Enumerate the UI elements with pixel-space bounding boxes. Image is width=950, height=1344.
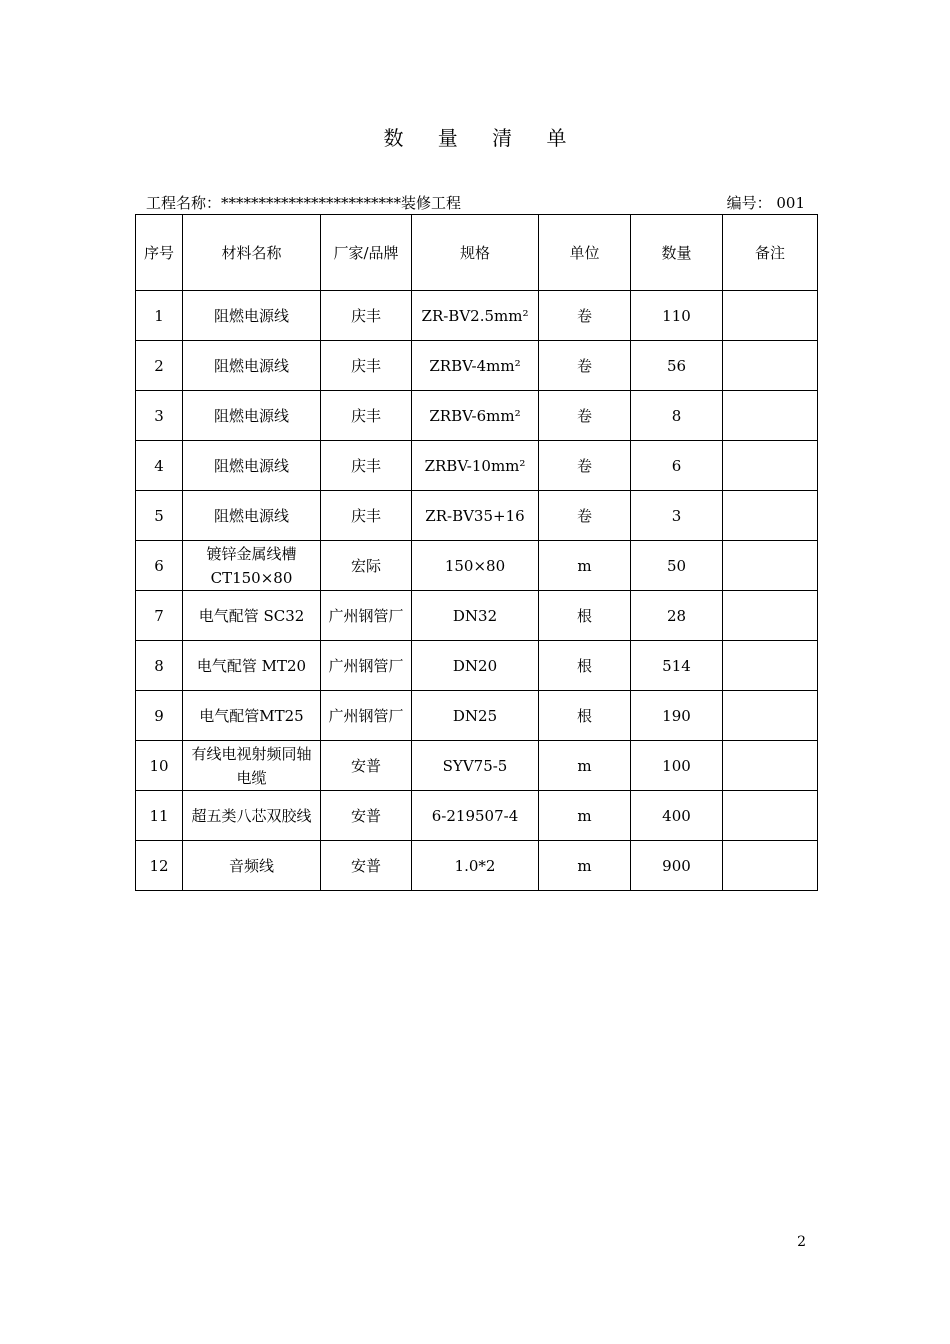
table-row bbox=[136, 291, 818, 341]
header-seq: 序号 bbox=[136, 215, 183, 291]
cell-brand: 广州钢管厂 bbox=[321, 641, 412, 691]
cell-spec: DN20 bbox=[412, 641, 539, 691]
cell-unit: m bbox=[539, 841, 631, 891]
cell-seq: 2 bbox=[136, 341, 183, 391]
cell-material-name: 阻燃电源线 bbox=[183, 391, 321, 441]
cell-remark bbox=[723, 641, 818, 691]
cell-seq: 1 bbox=[136, 291, 183, 341]
cell-remark bbox=[723, 841, 818, 891]
cell-unit: m bbox=[539, 741, 631, 791]
cell-quantity: 400 bbox=[631, 791, 723, 841]
header-unit: 单位 bbox=[539, 215, 631, 291]
cell-spec: ZR-BV35+16 bbox=[412, 491, 539, 541]
cell-spec: ZRBV-4mm² bbox=[412, 341, 539, 391]
cell-quantity: 514 bbox=[631, 641, 723, 691]
header-material-name: 材料名称 bbox=[183, 215, 321, 291]
cell-spec: 6-219507-4 bbox=[412, 791, 539, 841]
cell-remark bbox=[723, 341, 818, 391]
cell-remark bbox=[723, 291, 818, 341]
cell-material-name: 阻燃电源线 bbox=[183, 491, 321, 541]
cell-quantity: 28 bbox=[631, 591, 723, 641]
cell-material-name: 阻燃电源线 bbox=[183, 341, 321, 391]
table-row bbox=[136, 341, 818, 391]
cell-unit: 卷 bbox=[539, 341, 631, 391]
cell-seq: 4 bbox=[136, 441, 183, 491]
cell-seq: 11 bbox=[136, 791, 183, 841]
cell-brand: 庆丰 bbox=[321, 391, 412, 441]
cell-remark bbox=[723, 541, 818, 591]
table-row bbox=[136, 641, 818, 691]
cell-spec: 1.0*2 bbox=[412, 841, 539, 891]
table-row bbox=[136, 391, 818, 441]
cell-spec: ZRBV-10mm² bbox=[412, 441, 539, 491]
cell-brand: 庆丰 bbox=[321, 441, 412, 491]
cell-spec: SYV75-5 bbox=[412, 741, 539, 791]
cell-remark bbox=[723, 791, 818, 841]
cell-seq: 9 bbox=[136, 691, 183, 741]
cell-remark bbox=[723, 691, 818, 741]
project-name: 工程名称：************************装修工程 bbox=[146, 194, 462, 212]
page-title: 数 量 清 单 bbox=[383, 126, 581, 150]
cell-spec: DN25 bbox=[412, 691, 539, 741]
cell-unit: 卷 bbox=[539, 441, 631, 491]
table-row bbox=[136, 791, 818, 841]
cell-unit: 根 bbox=[539, 691, 631, 741]
page-number: 2 bbox=[797, 1234, 806, 1250]
cell-remark bbox=[723, 591, 818, 641]
cell-seq: 7 bbox=[136, 591, 183, 641]
cell-material-name: 镀锌金属线槽CT150×80 bbox=[183, 541, 321, 591]
cell-material-name: 电气配管 SC32 bbox=[183, 591, 321, 641]
cell-brand: 广州钢管厂 bbox=[321, 591, 412, 641]
cell-unit: 卷 bbox=[539, 491, 631, 541]
header-brand: 厂家/品牌 bbox=[321, 215, 412, 291]
cell-quantity: 190 bbox=[631, 691, 723, 741]
cell-brand: 庆丰 bbox=[321, 341, 412, 391]
cell-unit: 根 bbox=[539, 591, 631, 641]
cell-unit: m bbox=[539, 541, 631, 591]
cell-remark bbox=[723, 441, 818, 491]
cell-remark bbox=[723, 491, 818, 541]
cell-brand: 安普 bbox=[321, 791, 412, 841]
table-row bbox=[136, 541, 818, 591]
cell-seq: 3 bbox=[136, 391, 183, 441]
document-number: 编号： 001 bbox=[726, 194, 805, 212]
cell-brand: 安普 bbox=[321, 741, 412, 791]
cell-spec: ZRBV-6mm² bbox=[412, 391, 539, 441]
table-row bbox=[136, 591, 818, 641]
cell-quantity: 110 bbox=[631, 291, 723, 341]
cell-spec: ZR-BV2.5mm² bbox=[412, 291, 539, 341]
cell-seq: 8 bbox=[136, 641, 183, 691]
cell-unit: 根 bbox=[539, 641, 631, 691]
cell-quantity: 100 bbox=[631, 741, 723, 791]
cell-seq: 12 bbox=[136, 841, 183, 891]
cell-remark bbox=[723, 741, 818, 791]
cell-quantity: 56 bbox=[631, 341, 723, 391]
cell-material-name: 电气配管 MT20 bbox=[183, 641, 321, 691]
cell-unit: 卷 bbox=[539, 391, 631, 441]
cell-brand: 广州钢管厂 bbox=[321, 691, 412, 741]
cell-quantity: 6 bbox=[631, 441, 723, 491]
cell-seq: 10 bbox=[136, 741, 183, 791]
cell-material-name: 阻燃电源线 bbox=[183, 441, 321, 491]
cell-quantity: 3 bbox=[631, 491, 723, 541]
cell-remark bbox=[723, 391, 818, 441]
cell-material-name: 电气配管MT25 bbox=[183, 691, 321, 741]
header-spec: 规格 bbox=[412, 215, 539, 291]
quantity-table bbox=[135, 214, 818, 891]
cell-brand: 庆丰 bbox=[321, 291, 412, 341]
cell-material-name: 有线电视射频同轴电缆 bbox=[183, 741, 321, 791]
table-header-row bbox=[136, 215, 818, 291]
table-row bbox=[136, 741, 818, 791]
cell-material-name: 超五类八芯双胶线 bbox=[183, 791, 321, 841]
table-row bbox=[136, 841, 818, 891]
cell-material-name: 音频线 bbox=[183, 841, 321, 891]
cell-brand: 庆丰 bbox=[321, 491, 412, 541]
table-row bbox=[136, 441, 818, 491]
cell-unit: 卷 bbox=[539, 291, 631, 341]
cell-material-name: 阻燃电源线 bbox=[183, 291, 321, 341]
table-row bbox=[136, 691, 818, 741]
cell-brand: 宏际 bbox=[321, 541, 412, 591]
cell-quantity: 8 bbox=[631, 391, 723, 441]
cell-quantity: 50 bbox=[631, 541, 723, 591]
header-quantity: 数量 bbox=[631, 215, 723, 291]
cell-spec: 150×80 bbox=[412, 541, 539, 591]
cell-quantity: 900 bbox=[631, 841, 723, 891]
cell-seq: 6 bbox=[136, 541, 183, 591]
table-row bbox=[136, 491, 818, 541]
header-remark: 备注 bbox=[723, 215, 818, 291]
cell-brand: 安普 bbox=[321, 841, 412, 891]
cell-seq: 5 bbox=[136, 491, 183, 541]
cell-unit: m bbox=[539, 791, 631, 841]
cell-spec: DN32 bbox=[412, 591, 539, 641]
